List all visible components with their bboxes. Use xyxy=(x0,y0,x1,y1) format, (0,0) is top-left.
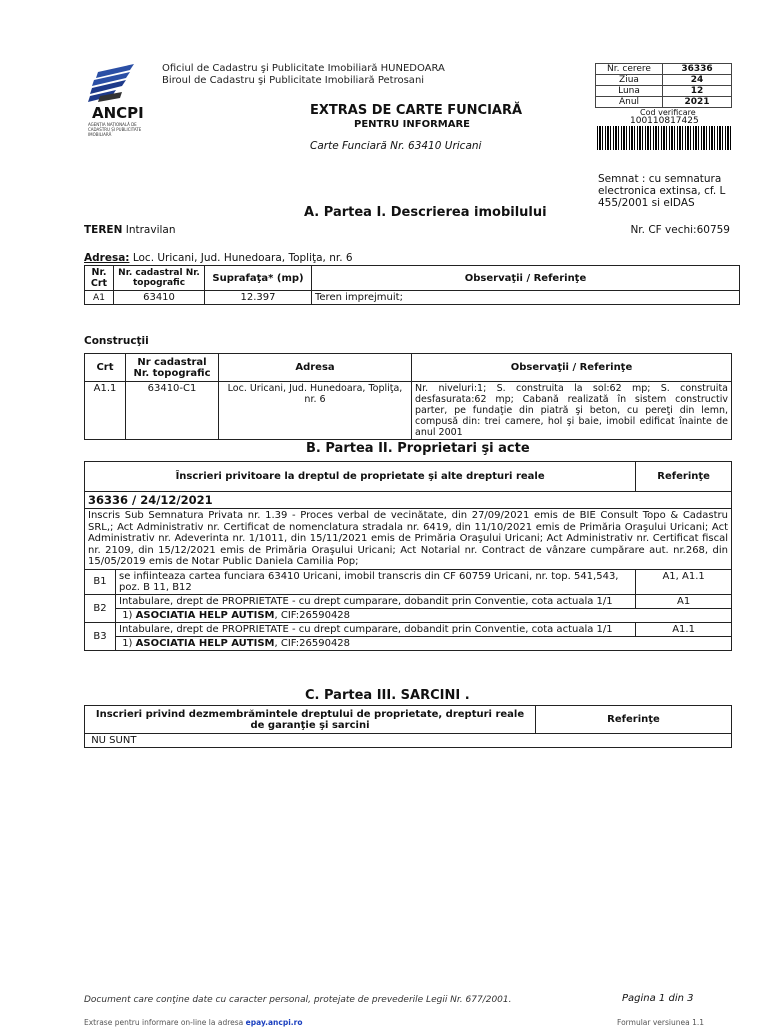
document-subtitle: PENTRU INFORMARE xyxy=(354,119,470,130)
online-note xyxy=(84,1018,302,1027)
table-row xyxy=(85,594,732,608)
col-header: Nr. cadastral Nr. topografic xyxy=(114,266,205,291)
request-key: Anul xyxy=(596,97,663,108)
row-ref: A1 xyxy=(636,594,732,608)
request-key: Ziua xyxy=(596,75,663,86)
table-cell: Loc. Uricani, Jud. Hunedoara, Topliţa, nr. 6 xyxy=(219,382,412,440)
barcode-icon xyxy=(597,126,733,150)
ownership-table xyxy=(84,461,732,651)
privacy-note: Document care conţine date cu caracter personal, protejate de prevederile Legii Nr. 677/2001. xyxy=(84,995,512,1005)
col-header: Observaţii / Referinţe xyxy=(312,266,740,291)
owner-name: ASOCIATIA HELP AUTISM xyxy=(135,637,275,649)
signature-note: Semnat : cu semnatura electronica extinsa, cf. L 455/2001 si eIDAS xyxy=(598,173,726,209)
form-version: Formular versiunea 1.1 xyxy=(617,1018,704,1027)
col-header: Suprafaţa* (mp) xyxy=(205,266,312,291)
request-value: 12 xyxy=(663,86,732,97)
teren-value: Intravilan xyxy=(125,224,176,236)
row-id: B2 xyxy=(85,594,116,622)
part-c-title: C. Partea III. SARCINI . xyxy=(305,688,470,703)
request-value: 2021 xyxy=(663,97,732,108)
charges-value xyxy=(85,734,732,748)
part-a-title: A. Partea I. Descrierea imobilului xyxy=(304,205,547,220)
row-ref: A1, A1.1 xyxy=(636,569,732,594)
table-row xyxy=(85,569,732,594)
document-title: EXTRAS DE CARTE FUNCIARĂ xyxy=(310,103,523,118)
request-row xyxy=(596,75,732,86)
logo-subtext: AGENȚIA NAȚIONALĂ DE CADASTRU ȘI PUBLICITATE IMOBILIARĂ xyxy=(88,122,142,137)
charges-text: NU SUNT xyxy=(91,735,137,746)
request-value: 36336 xyxy=(663,64,732,75)
request-row xyxy=(596,97,732,108)
col-header: Referinţe xyxy=(536,706,732,734)
table-cell: 12.397 xyxy=(205,291,312,305)
col-header: Înscrieri privitoare la dreptul de proprietate şi alte drepturi reale xyxy=(85,462,636,492)
logo-text: ANCPI xyxy=(92,104,144,122)
col-header: Nr cadastral Nr. topografic xyxy=(126,354,219,382)
cf-number: Carte Funciară Nr. 63410 Uricani xyxy=(310,140,482,152)
row-text: se infiinteaza cartea funciara 63410 Uricani, imobil transcris din CF 60759 Uricani, nr. top. 541,543, poz. B 11, B12 xyxy=(116,569,636,594)
page-number: Pagina 1 din 3 xyxy=(622,993,694,1004)
teren-line xyxy=(84,224,176,236)
owner-name: ASOCIATIA HELP AUTISM xyxy=(135,609,275,621)
constructions-table xyxy=(84,353,732,440)
request-row xyxy=(596,64,732,75)
table-cell: A1.1 xyxy=(85,382,126,440)
entry-text-row xyxy=(85,509,732,570)
verification-code: 100110817425 xyxy=(630,116,699,126)
col-header: Crt xyxy=(85,354,126,382)
request-row xyxy=(596,86,732,97)
table-row xyxy=(85,622,732,636)
entry-text: Inscris Sub Semnatura Privata nr. 1.39 - Proces verbal de vecinătate, din 27/09/2021 emis de BIE Consult Topo & Cadastru SRL,; Act Administrativ nr. Certificat de nomenclatura stradala nr. 6419, din 11/10/2021 emis de Primăria Oraşului Uricani; Act Administrativ nr. Adeverinta nr. 1/1011, din 15/11/2021 emis de Primăria Oraşului Uricani; Act Administrativ nr. Certificat fiscal nr. 2109, din 15/12/2021 emis de Primăria Oraşului Uricani; Act Notarial nr. Contract de vânzare cumpărare aut. nr.268, din 15/05/2019 emis de Notar Public Daniela Camilia Pop; xyxy=(85,509,732,570)
table-row xyxy=(85,291,740,305)
row-text: Intabulare, drept de PROPRIETATE - cu drept cumparare, dobandit prin Conventie, cota actuala 1/1 xyxy=(116,622,636,636)
entry-id-row xyxy=(85,492,732,509)
owner-number: 1) xyxy=(122,637,133,649)
row-id: B3 xyxy=(85,622,116,650)
owner-cif: , CIF:26590428 xyxy=(274,609,351,621)
cf-vechi: Nr. CF vechi:60759 xyxy=(630,224,730,236)
epay-link[interactable]: epay.ancpi.ro xyxy=(245,1018,303,1027)
col-header: Nr. Crt xyxy=(85,266,114,291)
part-b-title: B. Partea II. Proprietari şi acte xyxy=(306,441,530,456)
table-row xyxy=(85,734,732,748)
table-cell: Teren imprejmuit; xyxy=(312,291,740,305)
table-cell: A1 xyxy=(85,291,114,305)
address-line xyxy=(84,252,353,264)
table-cell: 63410-C1 xyxy=(126,382,219,440)
owner-number: 1) xyxy=(122,609,133,621)
col-header: Observaţii / Referinţe xyxy=(412,354,732,382)
owner-row xyxy=(85,636,732,650)
request-key: Nr. cerere xyxy=(596,64,663,75)
land-table xyxy=(84,265,740,305)
owner-row xyxy=(85,608,732,622)
col-header: Inscrieri privind dezmembrămintele dreptului de proprietate, drepturi reale de garanţie şi sarcini xyxy=(85,706,536,734)
entry-id: 36336 / 24/12/2021 xyxy=(85,492,732,509)
col-header: Referinţe xyxy=(636,462,732,492)
owner-cif: , CIF:26590428 xyxy=(274,637,351,649)
row-ref: A1.1 xyxy=(636,622,732,636)
owner-cell xyxy=(116,608,732,622)
office-line-2: Biroul de Cadastru şi Publicitate Imobiliară Petrosani xyxy=(162,75,425,86)
address-value: Loc. Uricani, Jud. Hunedoara, Topliţa, nr. 6 xyxy=(132,252,353,264)
request-info-table xyxy=(595,63,732,108)
col-header: Adresa xyxy=(219,354,412,382)
ancpi-logo xyxy=(86,62,156,142)
constructions-label: Construcţii xyxy=(84,335,149,347)
office-header xyxy=(162,63,445,87)
row-text: Intabulare, drept de PROPRIETATE - cu drept cumparare, dobandit prin Conventie, cota actuala 1/1 xyxy=(116,594,636,608)
verification-code-label: Cod verificare xyxy=(640,108,696,117)
owner-cell xyxy=(116,636,732,650)
request-value: 24 xyxy=(663,75,732,86)
online-label: Extrase pentru informare on-line la adresa xyxy=(84,1018,244,1027)
address-label: Adresa: xyxy=(84,252,130,264)
table-cell: 63410 xyxy=(114,291,205,305)
row-id: B1 xyxy=(85,569,116,594)
table-row xyxy=(85,382,732,440)
request-key: Luna xyxy=(596,86,663,97)
charges-table xyxy=(84,705,732,748)
table-cell: Nr. niveluri:1; S. construita la sol:62 mp; S. construita desfasurata:62 mp; Cabană realizată în sistem constructiv parter, pe fundaţie din piatră şi beton, cu pereţi din lemn, compusă din: trei camere, hol şi baie, imobil edificat înainte de anul 2001 xyxy=(412,382,732,440)
office-line-1: Oficiul de Cadastru şi Publicitate Imobiliară HUNEDOARA xyxy=(162,63,445,74)
teren-label: TEREN xyxy=(84,224,123,236)
